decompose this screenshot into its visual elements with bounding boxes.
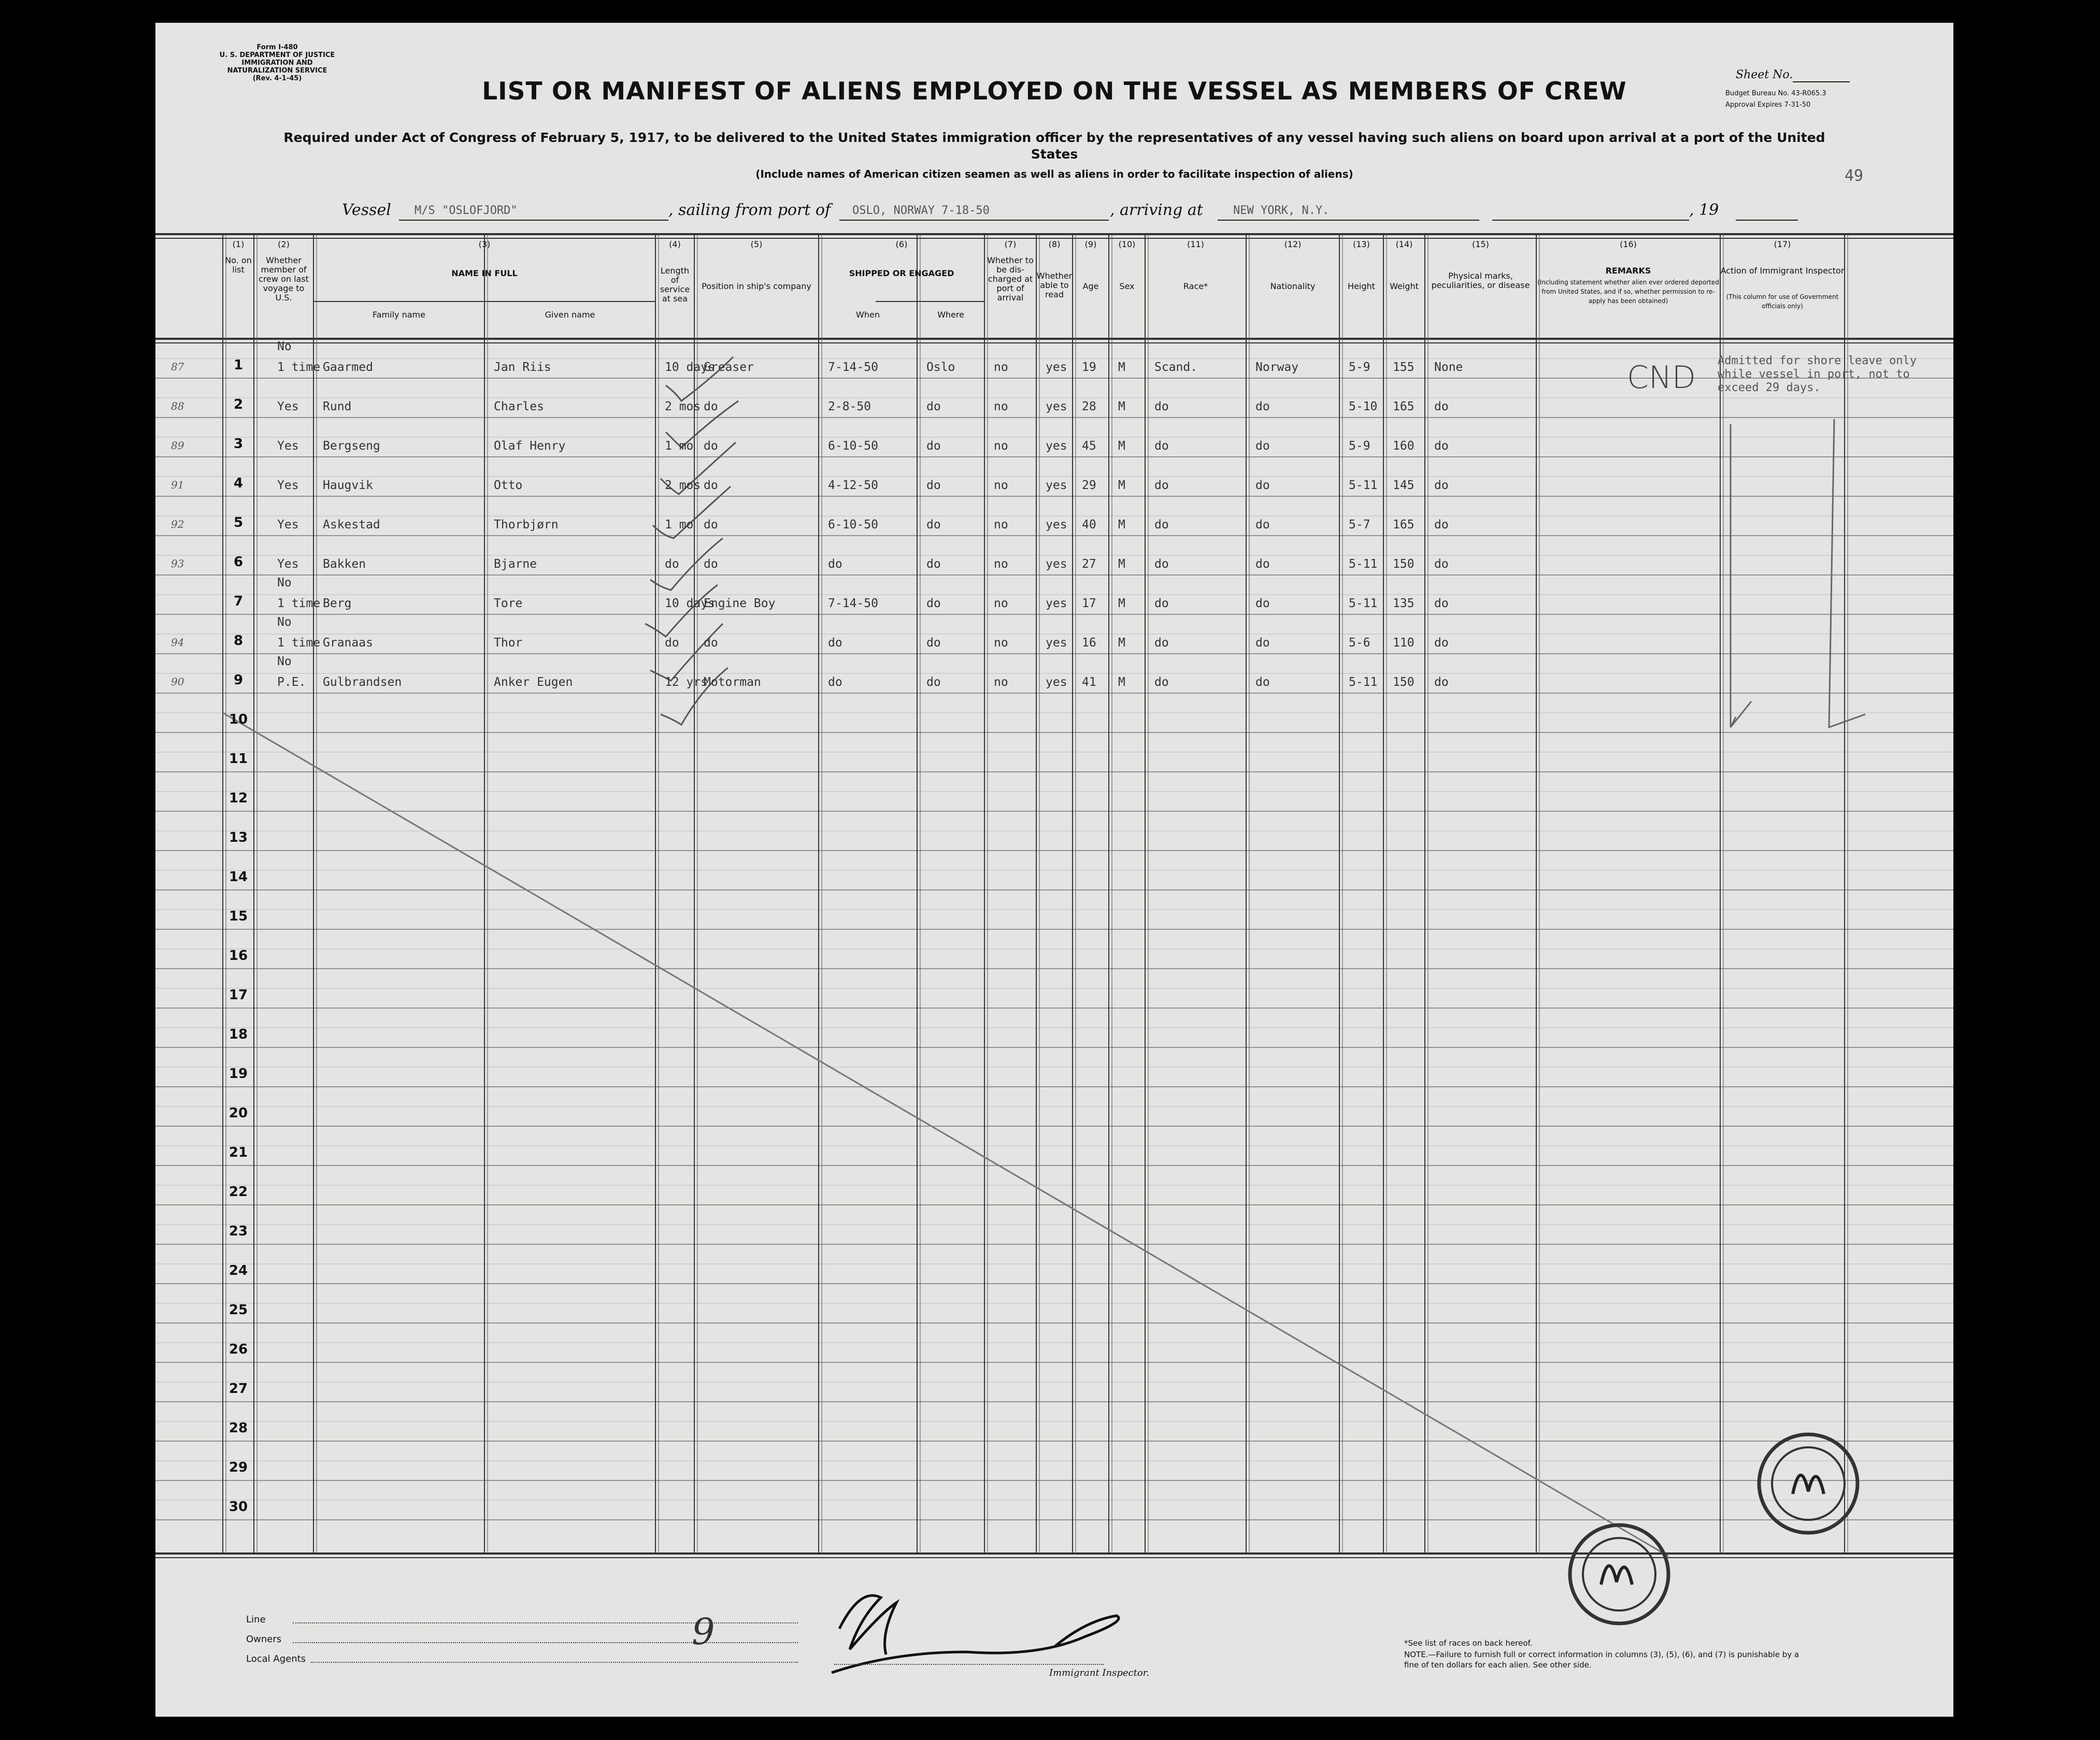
arriving-port: NEW YORK, N.Y. <box>1233 204 1330 217</box>
column-number: (8) <box>1048 239 1061 249</box>
header-family-name: Family name <box>373 310 425 320</box>
cell-phys: do <box>1434 675 1449 689</box>
cell-race: do <box>1154 400 1169 413</box>
row-number: 9 <box>233 672 244 688</box>
header-physical-marks: Physical marks, peculiarities, or disease <box>1431 271 1530 290</box>
prev-voyage: Yes <box>277 557 299 571</box>
cell-nat: do <box>1255 675 1270 689</box>
row-number: 4 <box>233 476 244 491</box>
cell-disch: no <box>994 400 1008 413</box>
cell-sex: M <box>1118 400 1125 413</box>
prev-voyage-note: No <box>277 340 292 353</box>
cell-given: Tore <box>494 597 523 610</box>
cell-read: yes <box>1046 675 1067 689</box>
row-number: 12 <box>228 790 248 806</box>
form-subtitle: Required under Act of Congress of February 5, 1917, to be delivered to the United States immigration officer by the representatives of any vessel having such aliens on board upon arrival at a port of the United States <box>283 130 1825 162</box>
cell-read: yes <box>1046 361 1067 374</box>
row-lines <box>155 234 1953 1558</box>
cell-length: do <box>665 636 679 650</box>
margin-list-number: 92 <box>171 518 184 530</box>
row-number: 13 <box>228 830 248 845</box>
cell-where: do <box>926 518 941 531</box>
cell-position: do <box>704 518 718 531</box>
cell-race: do <box>1154 439 1169 453</box>
cell-given: Anker Eugen <box>494 675 573 689</box>
cell-age: 19 <box>1082 361 1096 374</box>
local-agents-label: Local Agents <box>246 1653 306 1664</box>
cell-nat: do <box>1255 597 1270 610</box>
inspector-stamp <box>1570 1525 1668 1623</box>
cell-read: yes <box>1046 557 1067 571</box>
cell-position: Motorman <box>704 675 761 689</box>
cell-where: do <box>926 439 941 453</box>
prev-voyage-note: No <box>277 655 292 668</box>
cell-when: 4-12-50 <box>828 479 878 492</box>
cell-height: 5-11 <box>1349 675 1378 689</box>
cell-position: do <box>704 479 718 492</box>
row-number: 7 <box>233 594 244 609</box>
cell-family: Bakken <box>323 557 366 571</box>
cell-where: do <box>926 479 941 492</box>
prev-voyage: Yes <box>277 479 299 492</box>
column-number: (10) <box>1118 239 1136 249</box>
row-number: 15 <box>228 909 248 924</box>
cell-given: Otto <box>494 479 523 492</box>
row-number: 11 <box>228 751 248 767</box>
cell-nat: do <box>1255 518 1270 531</box>
row-number: 1 <box>233 357 244 373</box>
column-number: (3) <box>478 239 491 249</box>
cell-length: 1 mo <box>665 439 694 453</box>
header-nationality: Nationality <box>1270 281 1316 291</box>
cell-height: 5-6 <box>1349 636 1370 650</box>
cell-height: 5-7 <box>1349 518 1370 531</box>
form-number: Form I-480 <box>256 44 298 51</box>
column-number: (6) <box>895 239 908 249</box>
margin-list-number: 87 <box>171 361 184 373</box>
row-number: 20 <box>228 1105 248 1121</box>
cell-height: 5-9 <box>1349 361 1370 374</box>
cell-where: do <box>926 675 941 689</box>
cell-weight: 150 <box>1393 675 1415 689</box>
row-number: 21 <box>228 1145 248 1160</box>
cell-race: do <box>1154 479 1169 492</box>
remarks-text: Admitted for shore leave only while vessel in port, not to exceed 29 days. <box>1718 354 1917 394</box>
prev-voyage: 1 time <box>277 361 321 374</box>
row-number: 26 <box>228 1342 248 1357</box>
cell-read: yes <box>1046 636 1067 650</box>
cell-age: 45 <box>1082 439 1096 453</box>
handwritten-mark: 9 <box>692 1610 715 1653</box>
cell-position: do <box>704 557 718 571</box>
cell-read: yes <box>1046 597 1067 610</box>
header-age: Age <box>1082 281 1099 291</box>
prev-voyage-note: No <box>277 615 292 629</box>
column-number: (7) <box>1004 239 1017 249</box>
sailing-port: OSLO, NORWAY 7-18-50 <box>852 204 990 217</box>
cell-phys: None <box>1434 361 1463 374</box>
margin-list-number: 89 <box>171 439 184 452</box>
remarks-initials: CND <box>1627 359 1696 396</box>
row-number: 24 <box>228 1263 248 1278</box>
sheet-number-label: Sheet No. <box>1736 68 1793 81</box>
header-prev-voyage: Whether member of crew on last voyage to U.S. <box>259 255 309 303</box>
margin-list-number: 88 <box>171 400 184 412</box>
cell-sex: M <box>1118 675 1125 689</box>
cell-nat: do <box>1255 400 1270 413</box>
cell-disch: no <box>994 439 1008 453</box>
cell-length: 2 mos <box>665 400 701 413</box>
cell-family: Bergseng <box>323 439 380 453</box>
cell-race: do <box>1154 557 1169 571</box>
cell-weight: 110 <box>1393 636 1415 650</box>
header-no-on-list: No. on list <box>225 255 252 275</box>
page-number: 49 <box>1845 167 1864 185</box>
cell-where: do <box>926 557 941 571</box>
cell-family: Berg <box>323 597 352 610</box>
form-title: LIST OR MANIFEST OF ALIENS EMPLOYED ON THE VESSEL AS MEMBERS OF CREW <box>482 77 1627 106</box>
cell-length: 1 mo <box>665 518 694 531</box>
inspector-stamp <box>1759 1434 1858 1533</box>
row-number: 29 <box>228 1460 248 1475</box>
cell-sex: M <box>1118 557 1125 571</box>
cell-given: Charles <box>494 400 544 413</box>
row-number: 25 <box>228 1302 248 1318</box>
header-length-service: Length of service at sea <box>660 266 690 304</box>
row-number: 22 <box>228 1184 248 1200</box>
vessel-label: Vessel <box>342 201 391 219</box>
cell-when: 2-8-50 <box>828 400 872 413</box>
cell-height: 5-11 <box>1349 597 1378 610</box>
cell-weight: 165 <box>1393 518 1415 531</box>
cell-length: 2 mos <box>665 479 701 492</box>
cell-nat: Norway <box>1255 361 1299 374</box>
cell-weight: 135 <box>1393 597 1415 610</box>
cell-where: do <box>926 400 941 413</box>
column-number: (11) <box>1187 239 1204 249</box>
header-position: Position in ship's company <box>702 281 811 291</box>
cell-phys: do <box>1434 597 1449 610</box>
cell-age: 27 <box>1082 557 1096 571</box>
header-action-sub: (This column for use of Government officials only) <box>1726 293 1839 310</box>
owners-label: Owners <box>246 1634 282 1645</box>
penalty-note: NOTE.—Failure to furnish full or correct information in columns (3), (5), (6), and (7) is punishable by a fine of ten dollars for each alien. See other side. <box>1404 1650 1799 1670</box>
cell-family: Haugvik <box>323 479 373 492</box>
header-sex: Sex <box>1119 281 1135 291</box>
cell-family: Gaarmed <box>323 361 373 374</box>
cell-length: do <box>665 557 679 571</box>
cell-position: do <box>704 439 718 453</box>
margin-list-number: 90 <box>171 675 184 688</box>
row-number: 3 <box>233 436 244 452</box>
cell-height: 5-11 <box>1349 479 1378 492</box>
cell-when: 7-14-50 <box>828 597 878 610</box>
cancel-diagonal-line <box>223 713 1668 1556</box>
inspector-signature-line <box>834 1664 1104 1665</box>
manifest-sheet <box>155 23 1953 1717</box>
prev-voyage: Yes <box>277 518 299 531</box>
cell-race: do <box>1154 518 1169 531</box>
cell-nat: do <box>1255 557 1270 571</box>
cell-race: Scand. <box>1154 361 1198 374</box>
cell-position: do <box>704 636 718 650</box>
row-number: 27 <box>228 1381 248 1397</box>
cell-when: 6-10-50 <box>828 439 878 453</box>
column-number: (14) <box>1395 239 1413 249</box>
cell-length: 12 yrs <box>665 675 708 689</box>
column-number: (13) <box>1353 239 1370 249</box>
header-remarks: REMARKS <box>1605 266 1651 276</box>
row-number: 17 <box>228 987 248 1003</box>
column-number: (16) <box>1620 239 1637 249</box>
cell-race: do <box>1154 597 1169 610</box>
column-lines <box>223 234 1848 1554</box>
row-number: 18 <box>228 1027 248 1042</box>
header-action: Action of Immigrant Inspector <box>1720 266 1845 276</box>
header-when: When <box>856 310 880 320</box>
prev-voyage: Yes <box>277 439 299 453</box>
cell-where: Oslo <box>926 361 955 374</box>
sailing-label: , sailing from port of <box>668 201 831 219</box>
cell-race: do <box>1154 675 1169 689</box>
cell-sex: M <box>1118 479 1125 492</box>
cell-sex: M <box>1118 636 1125 650</box>
column-number: (4) <box>669 239 681 249</box>
cell-where: do <box>926 636 941 650</box>
header-weight: Weight <box>1390 281 1419 291</box>
cell-family: Askestad <box>323 518 380 531</box>
cell-sex: M <box>1118 439 1125 453</box>
cell-disch: no <box>994 636 1008 650</box>
arriving-label: , arriving at <box>1110 201 1203 219</box>
cell-phys: do <box>1434 636 1449 650</box>
cell-given: Bjarne <box>494 557 537 571</box>
cell-age: 41 <box>1082 675 1096 689</box>
header-remarks-sub: (Including statement whether alien ever ordered deported from United States, and if so, whether permission to re-apply has been obtained) <box>1537 279 1719 305</box>
column-number: (1) <box>232 239 245 249</box>
cell-when: do <box>828 675 842 689</box>
cell-height: 5-11 <box>1349 557 1378 571</box>
cell-height: 5-10 <box>1349 400 1378 413</box>
department-name: U. S. DEPARTMENT OF JUSTICE <box>219 51 335 59</box>
column-number: (2) <box>278 239 290 249</box>
prev-voyage: Yes <box>277 400 299 413</box>
cell-read: yes <box>1046 439 1067 453</box>
owners-field <box>293 1642 798 1643</box>
cell-position: Greaser <box>704 361 754 374</box>
cell-phys: do <box>1434 557 1449 571</box>
header-race: Race* <box>1183 281 1208 291</box>
header-given-name: Given name <box>545 310 595 320</box>
column-number: (17) <box>1774 239 1791 249</box>
cell-when: 6-10-50 <box>828 518 878 531</box>
cell-sex: M <box>1118 518 1125 531</box>
row-number: 16 <box>228 948 248 964</box>
header-height: Height <box>1348 281 1375 291</box>
prev-voyage-note: No <box>277 576 292 589</box>
margin-list-number: 93 <box>171 557 184 570</box>
cell-weight: 165 <box>1393 400 1415 413</box>
cell-where: do <box>926 597 941 610</box>
prev-voyage: 1 time <box>277 597 321 610</box>
row-number: 5 <box>233 515 244 530</box>
cell-length: 10 days <box>665 597 715 610</box>
cell-weight: 155 <box>1393 361 1415 374</box>
cell-length: 10 days <box>665 361 715 374</box>
inspector-label: Immigrant Inspector. <box>1049 1667 1150 1678</box>
cell-position: do <box>704 400 718 413</box>
header-shipped-engaged: SHIPPED OR ENGAGED <box>849 268 954 278</box>
cell-phys: do <box>1434 479 1449 492</box>
cell-given: Olaf Henry <box>494 439 566 453</box>
year-label: , 19 <box>1689 201 1719 219</box>
column-number: (15) <box>1472 239 1489 249</box>
cell-read: yes <box>1046 479 1067 492</box>
cell-age: 28 <box>1082 400 1096 413</box>
cell-sex: M <box>1118 361 1125 374</box>
header-name-in-full: NAME IN FULL <box>451 268 518 278</box>
cell-sex: M <box>1118 597 1125 610</box>
row-number: 8 <box>233 633 244 649</box>
row-number: 28 <box>228 1420 248 1436</box>
form-subnote: (Include names of American citizen seamen as well as aliens in order to facilitate inspection of aliens) <box>755 168 1353 180</box>
cell-given: Thorbjørn <box>494 518 559 531</box>
cell-height: 5-9 <box>1349 439 1370 453</box>
cell-when: 7-14-50 <box>828 361 878 374</box>
budget-bureau-number: Budget Bureau No. 43-R065.3 <box>1725 90 1826 97</box>
row-number: 19 <box>228 1066 248 1082</box>
cell-disch: no <box>994 518 1008 531</box>
cell-disch: no <box>994 479 1008 492</box>
row-number: 23 <box>228 1224 248 1239</box>
cell-weight: 160 <box>1393 439 1415 453</box>
cell-when: do <box>828 636 842 650</box>
prev-voyage: P.E. <box>277 675 306 689</box>
row-number: 30 <box>228 1499 248 1515</box>
cell-given: Thor <box>494 636 523 650</box>
cell-nat: do <box>1255 479 1270 492</box>
row-number: 10 <box>228 712 248 727</box>
prev-voyage: 1 time <box>277 636 321 650</box>
row-number: 14 <box>228 869 248 885</box>
column-number: (9) <box>1084 239 1097 249</box>
cell-family: Gulbrandsen <box>323 675 402 689</box>
cell-phys: do <box>1434 518 1449 531</box>
cell-disch: no <box>994 361 1008 374</box>
cell-age: 17 <box>1082 597 1096 610</box>
cell-position: Engine Boy <box>704 597 776 610</box>
cell-weight: 150 <box>1393 557 1415 571</box>
races-note: *See list of races on back hereof. <box>1404 1638 1533 1648</box>
cell-when: do <box>828 557 842 571</box>
local-agents-field <box>311 1662 798 1663</box>
cell-given: Jan Riis <box>494 361 551 374</box>
cell-disch: no <box>994 597 1008 610</box>
row-number: 2 <box>233 397 244 412</box>
line-field <box>293 1622 798 1623</box>
cell-family: Rund <box>323 400 352 413</box>
approval-expiry: Approval Expires 7-31-50 <box>1725 101 1811 109</box>
cell-weight: 145 <box>1393 479 1415 492</box>
margin-list-number: 94 <box>171 636 184 649</box>
cell-age: 16 <box>1082 636 1096 650</box>
service-name: IMMIGRATION AND NATURALIZATION SERVICE <box>227 59 327 75</box>
column-number: (12) <box>1284 239 1302 249</box>
cell-phys: do <box>1434 439 1449 453</box>
cell-age: 29 <box>1082 479 1096 492</box>
line-label: Line <box>246 1614 266 1625</box>
header-where: Where <box>937 310 964 320</box>
column-number: (5) <box>750 239 763 249</box>
vessel-name: M/S "OSLOFJORD" <box>415 204 518 217</box>
cell-read: yes <box>1046 518 1067 531</box>
cell-family: Granaas <box>323 636 373 650</box>
cell-race: do <box>1154 636 1169 650</box>
header-able-to-read: Whether able to read <box>1036 271 1073 299</box>
cell-read: yes <box>1046 400 1067 413</box>
cell-nat: do <box>1255 439 1270 453</box>
cell-age: 40 <box>1082 518 1096 531</box>
revision-date: (Rev. 4-1-45) <box>252 75 302 82</box>
cell-disch: no <box>994 557 1008 571</box>
header-discharged: Whether to be dis-charged at port of arrival <box>987 255 1034 303</box>
row-number: 6 <box>233 554 244 570</box>
cell-nat: do <box>1255 636 1270 650</box>
margin-list-number: 91 <box>171 479 184 491</box>
cell-disch: no <box>994 675 1008 689</box>
cell-phys: do <box>1434 400 1449 413</box>
